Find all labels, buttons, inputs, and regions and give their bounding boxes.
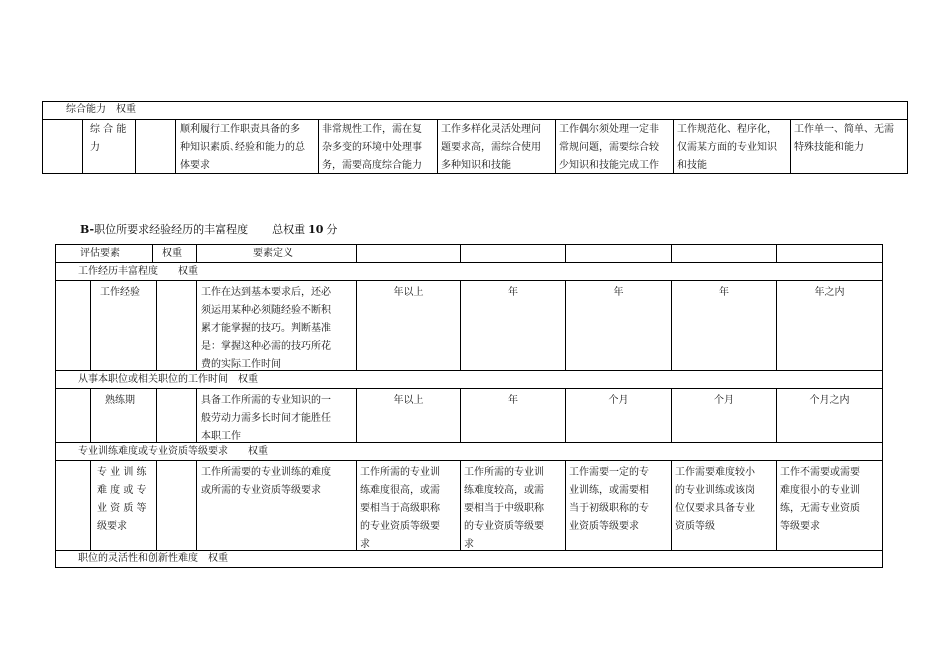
level-proficiency-3: 个月 (608, 395, 629, 406)
factor-cell: 综 合 能 力 (90, 124, 127, 153)
level-training-5: 工作不需要或需要 难度很小的专业训 练，无需专业资质 等级要求 (780, 467, 860, 532)
level-cell-4: 工作规范化、程序化， 仅需某方面的专业知识 和技能 (677, 124, 777, 171)
section-b-title-text: 职位所要求经验经历的丰富程度 (94, 223, 249, 236)
section-b-weight-value: 10 (308, 223, 324, 236)
level-proficiency-1: 年以上 (393, 395, 424, 406)
header-weight: 权重 (162, 248, 182, 259)
group-title-flexibility: 职位的灵活性和创新性难度 权重 (78, 553, 228, 564)
section-b-weight-label: 总权重 (272, 223, 306, 236)
header-definition: 要素定义 (253, 248, 293, 259)
section-b-weight-unit: 分 (326, 223, 338, 236)
level-training-1: 工作所需的专业训 练难度很高，或需 要相当于高级职称 的专业资质等级要 求 (360, 467, 440, 550)
definition-proficiency: 具备工作所需的专业知识的一 般劳动力需多长时间才能胜任 本职工作 (201, 395, 331, 442)
section-b-title (80, 221, 337, 237)
factor-work-experience: 工作经验 (100, 287, 140, 298)
group-title-work-time: 从事本职位或相关职位的工作时间 权重 (78, 374, 258, 385)
level-experience-1: 年以上 (393, 287, 424, 298)
section-row-capability: 综合能力 权重 (66, 104, 136, 115)
factor-training: 专 业 训 练 难 度 或 专 业 资 质 等 级要求 (97, 467, 147, 532)
factor-proficiency: 熟练期 (105, 395, 135, 406)
level-proficiency-2: 年 (508, 395, 518, 406)
group-title-training: 专业训练难度或专业资质等级要求 权重 (78, 446, 268, 457)
group-title-experience: 工作经历丰富程度 权重 (78, 266, 198, 277)
level-training-4: 工作需要难度较小 的专业训练或该岗 位仅要求具备专业 资质等级 (675, 467, 755, 532)
section-b-prefix: B- (80, 223, 95, 236)
level-cell-3: 工作偶尔须处理一定非 常规问题，需要综合较 少知识和技能完成工作 (559, 124, 659, 171)
level-cell-2: 工作多样化灵活处理问 题要求高，需综合使用 多种知识和技能 (441, 124, 541, 171)
definition-cell: 顺利履行工作职责具备的多 种知识素质､经验和能力的总 体要求 (180, 124, 305, 171)
level-proficiency-4: 个月 (714, 395, 734, 406)
level-experience-4: 年 (719, 287, 729, 298)
level-cell-5: 工作单一、简单、无需 特殊技能和能力 (794, 124, 894, 153)
definition-training: 工作所需要的专业训练的难度 或所需的专业资质等级要求 (201, 467, 331, 496)
level-training-3: 工作需要一定的专 业训练，或需要相 当于初级职称的专 业资质等级要求 (569, 467, 649, 532)
level-cell-1: 非常规性工作，需在复 杂多变的环境中处理事 务，需要高度综合能力 (322, 124, 422, 171)
level-experience-5: 年之内 (814, 287, 845, 298)
level-proficiency-5: 个月之内 (809, 395, 850, 406)
level-experience-2: 年 (508, 287, 518, 298)
level-training-2: 工作所需的专业训 练难度较高，或需 要相当于中级职称 的专业资质等级要 求 (464, 467, 544, 550)
definition-work-experience: 工作在达到基本要求后，还必 须运用某种必须随经验不断积 累才能掌握的技巧。判断基准 是：掌握这种必需的技巧所花 费的实际工作时间 (201, 287, 331, 370)
header-factor: 评估要素 (80, 248, 120, 259)
level-experience-3: 年 (613, 287, 624, 298)
